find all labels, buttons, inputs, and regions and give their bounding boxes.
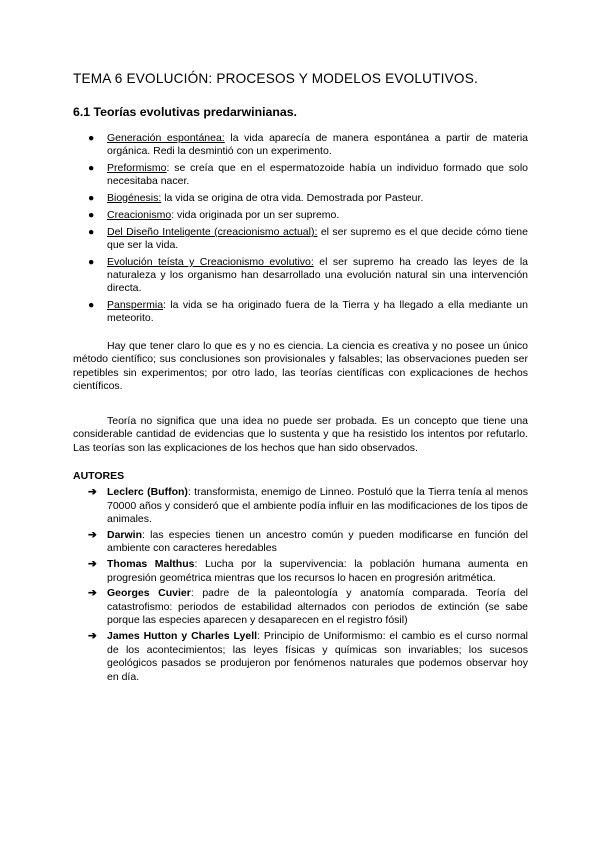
theory-text: la vida se origina de otra vida. Demostrada por Pasteur. — [161, 192, 424, 204]
list-item — [88, 209, 528, 222]
authors-heading: AUTORES — [73, 470, 125, 482]
list-item — [88, 529, 528, 556]
bullet-icon: ● — [88, 192, 95, 204]
bullet-icon: ● — [88, 226, 95, 238]
list-item — [88, 299, 528, 325]
bullet-icon: ● — [88, 132, 95, 144]
theory-text: : la vida se ha originado fuera de la Tierra y ha llegado a ella mediante un meteorito. — [107, 299, 528, 324]
list-item — [88, 486, 528, 527]
author-text: : las especies tienen un ancestro común y pueden modificarse en función del ambiente con caracteres heredables — [107, 528, 528, 555]
document-title: TEMA 6 EVOLUCIÓN: PROCESOS Y MODELOS EVOLUTIVOS. — [73, 71, 478, 86]
theory-text: el ser supremo ha creado las leyes de la naturaleza y los organismo han desarrollado una evolución natural sin una intervención directa. — [107, 256, 528, 294]
author-text: : padre de la paleontología y anatomía comparada. Teoría del catastrofismo: periodos de estabilidad alternados con periodos de extinción (se sabe porque las especies aparecen y desaparecen en el registro fósil) — [107, 587, 528, 627]
arrow-right-icon: ➔ — [88, 528, 97, 541]
bullet-icon: ● — [88, 162, 95, 174]
theory-term: Del Diseño Inteligente (creacionismo actual): — [107, 226, 318, 238]
author-text: : transformista, enemigo de Linneo. Postuló que la Tierra tenía al menos 70000 años y consideró que el ambiente podía influir en las modificaciones de los tipos de animales. — [107, 486, 528, 526]
arrow-right-icon: ➔ — [88, 629, 97, 642]
author-name: Darwin — [107, 528, 143, 541]
list-item — [88, 162, 528, 188]
section-heading: 6.1 Teorías evolutivas predarwinianas. — [73, 105, 297, 119]
list-item — [88, 630, 528, 684]
author-text: : Lucha por la supervivencia: la población humana aumenta en progresión geométrica mientras que los recursos lo hacen en progresión aritmética. — [107, 557, 529, 584]
arrow-right-icon: ➔ — [88, 587, 97, 600]
paragraph-theory: Teoría no significa que una idea no puede ser probada. Es un concepto que tiene una considerable cantidad de evidencias que lo sustenta y que ha resistido los intentos por refutarlo. Las teorías son las explicaciones de los hechos que han sido observados. — [73, 415, 528, 454]
list-item — [88, 226, 528, 252]
arrow-right-icon: ➔ — [88, 486, 97, 498]
author-name: Leclerc (Buffon) — [107, 486, 188, 498]
theory-term: Panspermia — [107, 299, 164, 311]
bullet-icon: ● — [88, 256, 95, 268]
author-text: : Principio de Uniformismo: el cambio es el curso normal de los acontecimientos; las leyes físicas y químicas son invariables; los sucesos geológicos pasados se produjeron por fenómenos naturales que podemos observar hoy en día. — [107, 629, 529, 683]
theory-term: Creacionismo — [107, 209, 172, 221]
bullet-icon: ● — [88, 299, 95, 311]
theory-term: Generación espontánea: — [107, 132, 225, 144]
author-name: James Hutton y Charles Lyell — [107, 629, 258, 642]
list-item — [88, 587, 528, 628]
list-item — [88, 558, 528, 585]
theory-text: : se creía que en el espermatozoide había un individuo formado que solo necesitaba nacer. — [107, 162, 528, 187]
theory-term: Evolución teísta y Creacionismo evolutivo: — [107, 256, 314, 268]
theory-text: la vida aparecía de manera espontánea a partir de materia orgánica. Redi la desmintió con un experimento. — [107, 132, 528, 157]
paragraph-science: Hay que tener claro lo que es y no es ciencia. La ciencia es creativa y no posee un único método científico; sus conclusiones son provisionales y falsables; las observaciones pueden ser repetibles sin experimentos; por otro lado, las teorías científicas con explicaciones de hechos científicos. — [73, 340, 528, 393]
bullet-icon: ● — [88, 209, 95, 221]
theories-list — [88, 132, 528, 329]
authors-list — [88, 486, 528, 686]
list-item — [88, 256, 528, 295]
arrow-right-icon: ➔ — [88, 557, 97, 570]
list-item — [88, 132, 528, 158]
theory-text: : vida originada por un ser supremo. — [171, 209, 340, 221]
theory-term: Biogénesis: — [107, 192, 162, 204]
author-name: Thomas Malthus — [107, 557, 195, 570]
theory-term: Preformismo — [107, 162, 167, 174]
theory-text: el ser supremo es el que decide cómo tiene que ser la vida. — [107, 226, 528, 251]
list-item — [88, 192, 528, 205]
author-name: Georges Cuvier — [107, 587, 191, 600]
